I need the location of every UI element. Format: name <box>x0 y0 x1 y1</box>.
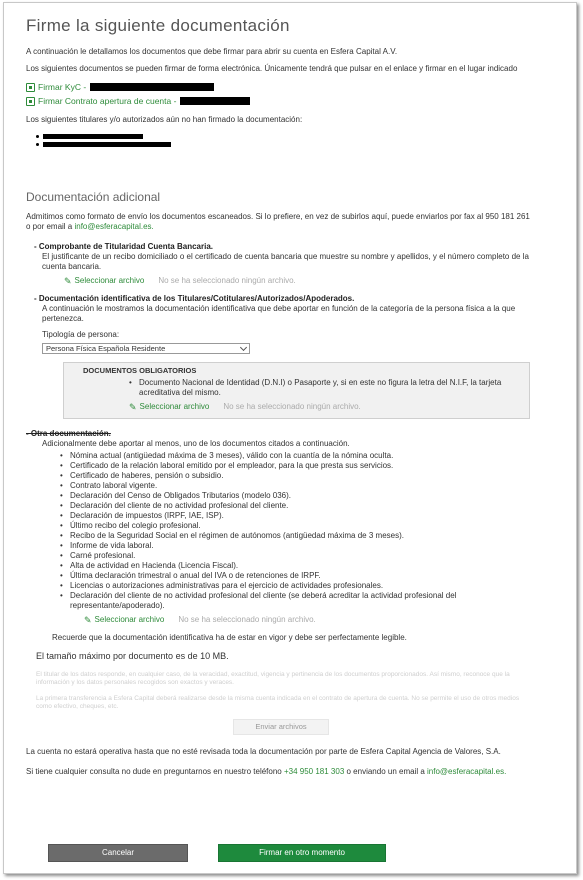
list-item: • Carné profesional. <box>60 551 536 561</box>
titularidad-desc: El justificante de un recibo domiciliado o el certificado de cuenta bancaria que muestre su nombre y apellidos, y el número completo de la cuenta bancaria. <box>42 252 529 271</box>
sign-kyc-link[interactable] <box>26 81 536 93</box>
page-title: Firme la siguiente documentación <box>26 16 290 35</box>
list-item: • Declaración del Censo de Obligados Tributarios (modelo 036). <box>60 491 536 501</box>
list-item <box>36 132 536 140</box>
no-file-text: No se ha seleccionado ningún archivo. <box>223 402 361 411</box>
intro-text-2: Los siguientes documentos se pueden firmar de forma electrónica. Únicamente tendrá que pulsar en el enlace y firmar en el lugar indicado <box>26 64 518 73</box>
additional-docs-title: Documentación adicional <box>26 190 161 204</box>
tipologia-select[interactable]: Persona Física Española Residente <box>42 343 250 354</box>
select-file-button[interactable]: Seleccionar archivo <box>139 402 210 411</box>
list-item: • Documento Nacional de Identidad (D.N.I) o Pasaporte y, si en este no figura la letra del N.I.F, la tarjeta acreditativa del mismo. <box>129 378 509 398</box>
list-item: • Declaración del cliente de no actividad profesional del cliente. <box>60 501 536 511</box>
tipologia-label: Tipología de persona: <box>42 330 120 339</box>
list-item: • Declaración del cliente de no actividad profesional del cliente (se deberá acreditar la actividad profesional del representante/apoderado). <box>60 591 536 611</box>
legal-text-1: El titular de los datos responde, en cualquier caso, de la veracidad, exactitud, vigencia y pertinencia de los documentos proporcionados. Así mismo, reconoce que la información y los datos personales recogidos son exactos y veraces. <box>36 671 510 686</box>
no-file-text: No se ha seleccionado ningún archivo. <box>158 276 296 285</box>
otra-file-picker[interactable] <box>84 615 536 625</box>
redacted-name <box>43 134 143 139</box>
sign-kyc-label[interactable]: Firmar KyC - <box>38 82 87 92</box>
list-item: • Contrato laboral vigente. <box>60 481 536 491</box>
document-icon <box>26 83 35 92</box>
closing-text-2: Si tiene cualquier consulta no dude en preguntarnos en nuestro teléfono +34 950 181 303 o enviando un email a info@esferacapital.es. <box>26 767 507 776</box>
identificativa-file-picker[interactable] <box>129 402 529 412</box>
list-item <box>36 140 536 148</box>
list-item: • Certificado de haberes, pensión o subsidio. <box>60 471 536 481</box>
legal-text-2: La primera transferencia a Esfera Capital deberá realizarse desde la misma cuenta indicada en el contrato de apertura de cuenta. No se permite el uso de otros medios como efectivo, cheques, etc. <box>36 695 520 710</box>
otra-desc: Adicionalmente debe aportar al menos, uno de los documentos citados a continuación. <box>42 439 350 448</box>
dialog-content <box>26 15 536 784</box>
closing-text-1: La cuenta no estará operativa hasta que no esté revisada toda la documentación por parte de Esfera Capital Agencia de Valores, S.A. <box>26 747 501 756</box>
select-file-button[interactable]: Seleccionar archivo <box>74 276 145 285</box>
pending-titulares-list <box>36 132 536 148</box>
formats-text: Admitimos como formato de envío los documentos escaneados. Si lo prefiere, en vez de subirlos aquí, puede enviarlos por fax al 950 181 261 o por email a info@esferacapital.es. <box>26 212 530 231</box>
titularidad-file-picker[interactable] <box>64 276 536 286</box>
select-file-button[interactable]: Seleccionar archivo <box>94 615 165 624</box>
otra-docs-list <box>60 451 536 611</box>
intro-text-1: A continuación le detallamos los documentos que debe firmar para abrir su cuenta en Esfera Capital A.V. <box>26 47 398 56</box>
cancel-button[interactable]: Cancelar <box>48 844 188 862</box>
pencil-icon: ✎ <box>64 276 72 286</box>
dialog-frame <box>3 2 577 874</box>
max-size-text: El tamaño máximo por documento es de 10 MB. <box>36 651 229 661</box>
otra-title: - Otra documentación. <box>26 429 111 438</box>
email-link[interactable]: info@esferacapital.es. <box>427 767 507 776</box>
identificativa-title: - Documentación identificativa de los Titulares/Cotitulares/Autorizados/Apoderados. <box>34 294 355 303</box>
pencil-icon: ✎ <box>129 402 137 412</box>
redacted-name <box>180 97 250 105</box>
pending-titulares-text: Los siguientes titulares y/o autorizados aún no han firmado la documentación: <box>26 115 303 124</box>
list-item: • Certificado de la relación laboral emitido por el empleador, para la que presta sus servicios. <box>60 461 536 471</box>
footer-buttons <box>48 844 418 862</box>
redacted-name <box>43 142 171 147</box>
list-item: • Informe de vida laboral. <box>60 541 536 551</box>
phone-link[interactable]: +34 950 181 303 <box>283 767 345 776</box>
fax-number: 950 181 261 <box>485 212 530 221</box>
list-item: • Recibo de la Seguridad Social en el régimen de autónomos (antigüedad máxima de 3 meses). <box>60 531 536 541</box>
list-item: • Nómina actual (antigüedad máxima de 3 meses), válido con la cuantía de la nómina oculta. <box>60 451 536 461</box>
list-item: • Última declaración trimestral o anual del IVA o de retenciones de IRPF. <box>60 571 536 581</box>
pencil-icon: ✎ <box>84 615 92 625</box>
list-item: • Declaración de impuestos (IRPF, IAE, ISP). <box>60 511 536 521</box>
mandatory-docs-box <box>63 362 530 419</box>
identificativa-desc: A continuación le mostramos la documentación identificativa que debe aportar en función de la categoría de la persona física a la que pertenezca. <box>42 304 516 323</box>
sign-contract-link[interactable] <box>26 95 536 107</box>
document-icon <box>26 97 35 106</box>
sign-later-button[interactable]: Firmar en otro momento <box>218 844 386 862</box>
email-link[interactable]: info@esferacapital.es. <box>74 222 154 231</box>
list-item: • Último recibo del colegio profesional. <box>60 521 536 531</box>
send-files-button[interactable]: Enviar archivos <box>233 719 329 735</box>
no-file-text: No se ha seleccionado ningún archivo. <box>178 615 316 624</box>
list-item: • Alta de actividad en Hacienda (Licencia Fiscal). <box>60 561 536 571</box>
mandatory-docs-title: DOCUMENTOS OBLIGATORIOS <box>83 366 197 375</box>
list-item: • Licencias o autorizaciones administrativas para el ejercicio de actividades profesionales. <box>60 581 536 591</box>
titularidad-title: - Comprobante de Titularidad Cuenta Bancaria. <box>34 242 213 251</box>
chevron-down-icon <box>240 343 247 350</box>
sign-contract-label[interactable]: Firmar Contrato apertura de cuenta - <box>38 96 177 106</box>
reminder-text: Recuerde que la documentación identificativa ha de estar en vigor y debe ser perfectamente legible. <box>52 633 407 642</box>
redacted-name <box>90 83 214 91</box>
